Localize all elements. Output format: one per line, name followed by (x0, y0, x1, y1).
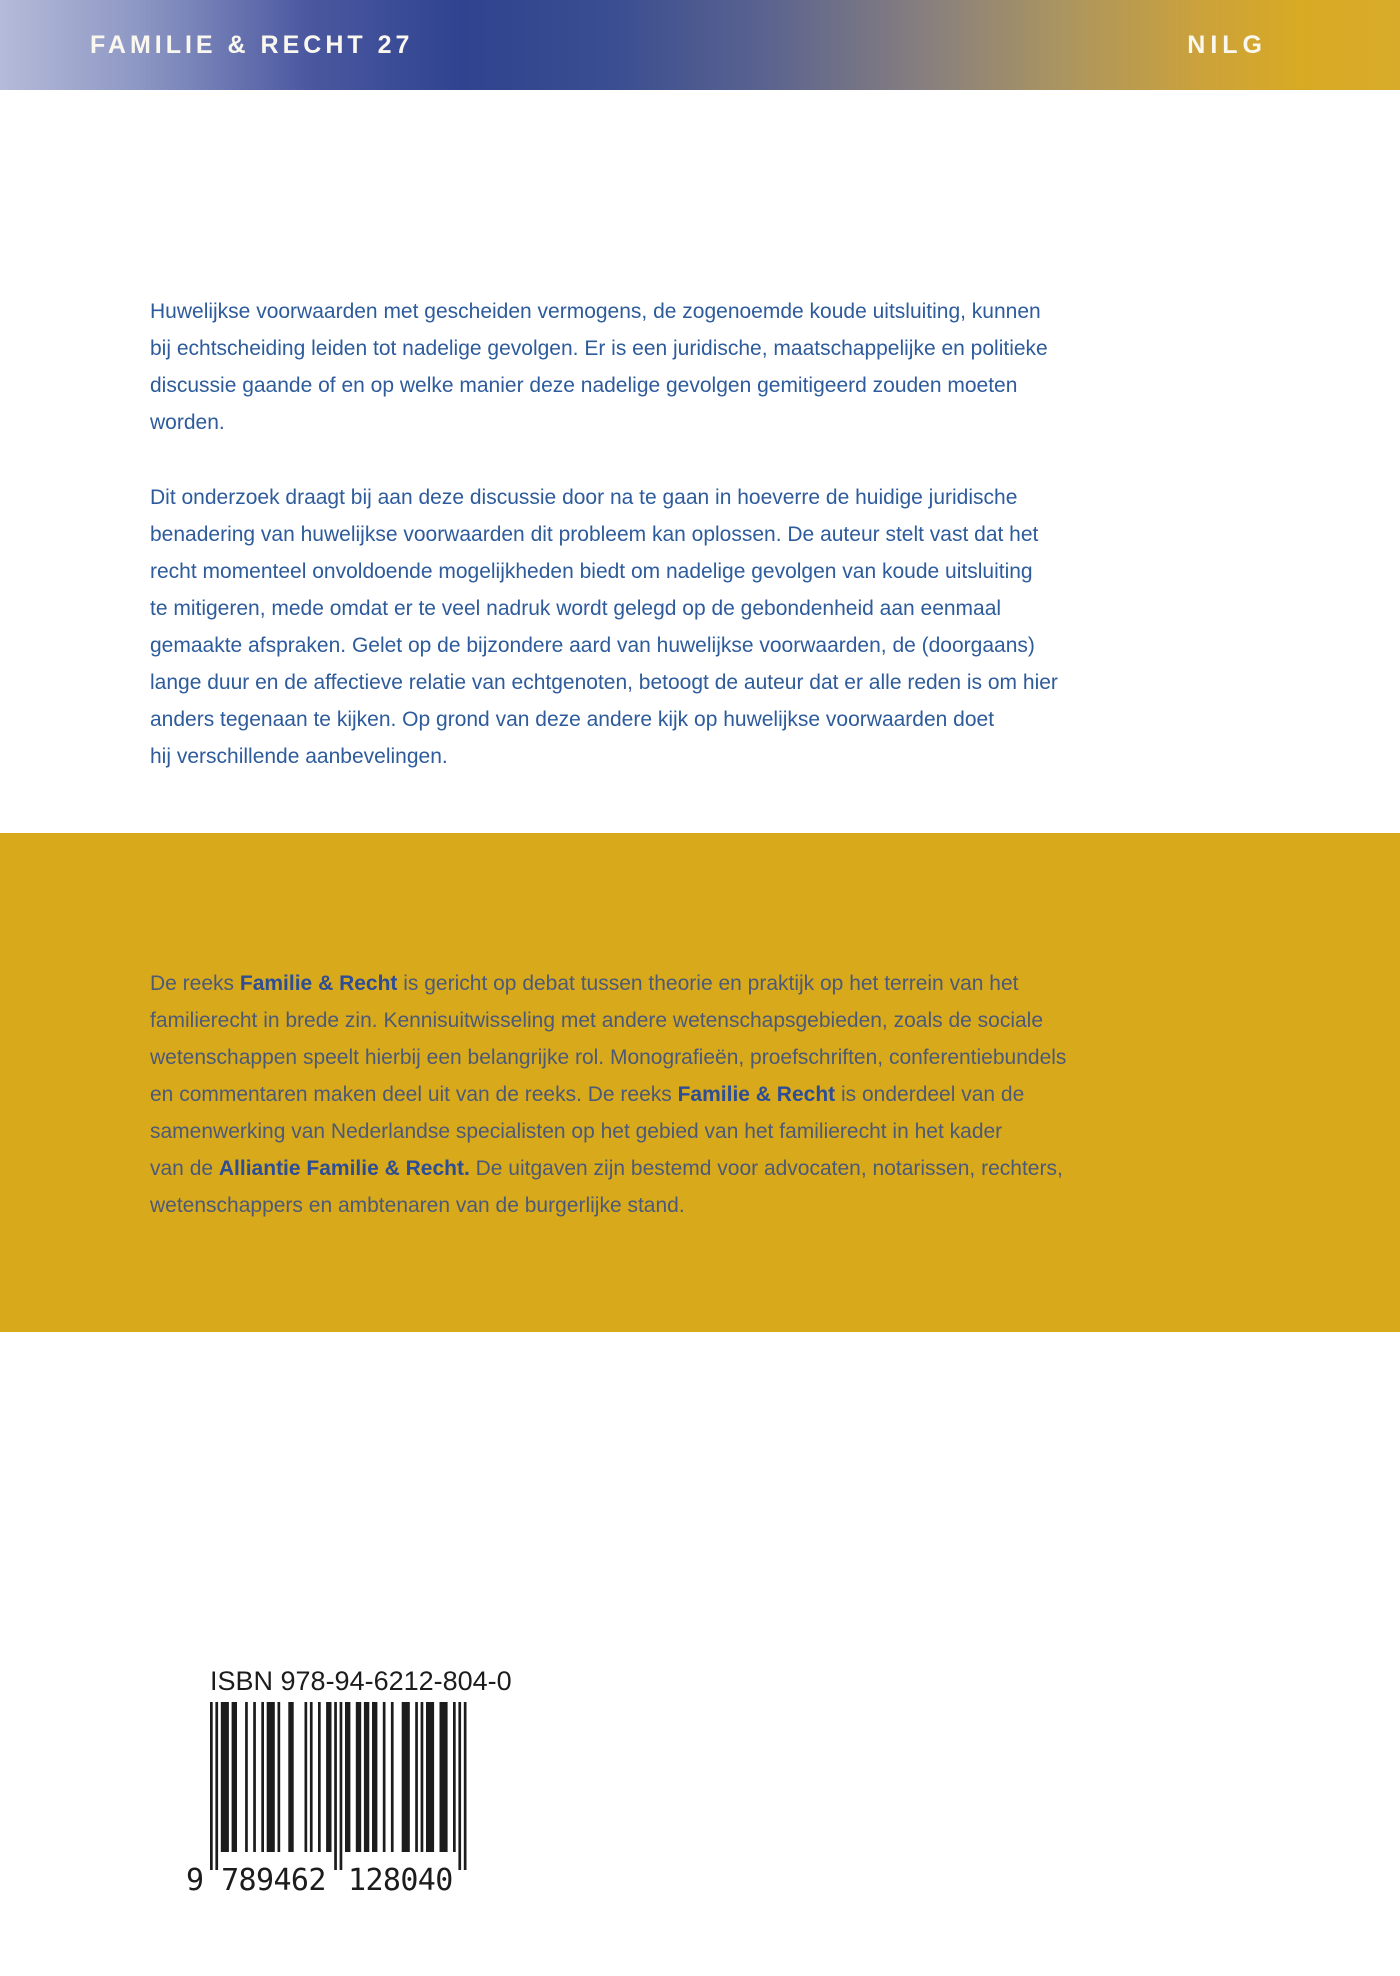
barcode-digit-leading: 9 (186, 1863, 205, 1896)
text-line (150, 965, 1066, 1002)
text-line: hij verschillende aanbevelingen. (150, 745, 448, 768)
text-line (150, 1187, 1066, 1224)
text-line: gemaakte afspraken. Gelet op de bijzondere aard van huwelijkse voorwaarden, de (doorgaans) (150, 634, 1035, 657)
header-bar (0, 0, 1400, 90)
barcode-svg (184, 1702, 471, 1896)
barcode-digits-right: 128040 (348, 1863, 454, 1896)
series-text-segment: van de (150, 1157, 219, 1180)
text-line: bij echtscheiding leiden tot nadelige gevolgen. Er is een juridische, maatschappelijke en politieke (150, 337, 1048, 360)
isbn-label: ISBN 978-94-6212-804-0 (210, 1666, 512, 1696)
synopsis-paragraph-2 (150, 479, 1058, 775)
barcode-digits-left: 789462 (221, 1863, 327, 1896)
series-name-bold: Alliantie Familie & Recht. (218, 1157, 470, 1180)
series-name-bold: Familie & Recht (239, 972, 398, 995)
series-text-segment: wetenschappen speelt hierbij een belangrijke rol. Monografieën, proefschriften, conferentiebundels (150, 1046, 1067, 1069)
text-line: Dit onderzoek draagt bij aan deze discussie door na te gaan in hoeverre de huidige juridische (150, 486, 1018, 509)
series-text-segment: wetenschappers en ambtenaren van de burgerlijke stand. (150, 1194, 685, 1217)
series-text-segment: samenwerking van Nederlandse specialisten op het gebied van het familierecht in het kader (150, 1120, 1003, 1143)
publisher-logo: NILG (1187, 30, 1267, 59)
synopsis-paragraph-1 (150, 293, 1048, 441)
series-text-segment: is gericht op debat tussen theorie en praktijk op het terrein van het (397, 972, 1019, 995)
series-text-segment: De reeks (150, 972, 240, 995)
series-text-segment: is onderdeel van de (835, 1083, 1025, 1106)
text-line (150, 1039, 1066, 1076)
series-title: FAMILIE & RECHT 27 (90, 30, 414, 59)
text-line (150, 1113, 1066, 1150)
series-text-segment: familierecht in brede zin. Kennisuitwisseling met andere wetenschapsgebieden, zoals de sociale (150, 1009, 1044, 1032)
text-line (150, 1150, 1066, 1187)
text-line: anders tegenaan te kijken. Op grond van deze andere kijk op huwelijkse voorwaarden doet (150, 708, 995, 731)
text-line: recht momenteel onvoldoende mogelijkheden biedt om nadelige gevolgen van koude uitsluiting (150, 560, 1033, 583)
text-line (150, 1076, 1066, 1113)
text-line: lange duur en de affectieve relatie van echtgenoten, betoogt de auteur dat er alle reden is om hier (150, 671, 1058, 694)
text-line: worden. (150, 411, 225, 434)
text-line: te mitigeren, mede omdat er te veel nadruk wordt gelegd op de gebondenheid aan eenmaal (150, 597, 1002, 620)
text-line: Huwelijkse voorwaarden met gescheiden vermogens, de zogenoemde koude uitsluiting, kunnen (150, 300, 1041, 323)
series-name-bold: Familie & Recht (677, 1083, 836, 1106)
barcode (184, 1702, 471, 1901)
series-text-segment: en commentaren maken deel uit van de reeks. De reeks (150, 1083, 678, 1106)
series-band (0, 833, 1400, 1332)
text-line: benadering van huwelijkse voorwaarden dit probleem kan oplossen. De auteur stelt vast dat het (150, 523, 1039, 546)
series-description (150, 965, 1066, 1224)
series-text-segment: De uitgaven zijn bestemd voor advocaten, notarissen, rechters, (469, 1157, 1063, 1180)
text-line (150, 1002, 1066, 1039)
text-line: discussie gaande of en op welke manier deze nadelige gevolgen gemitigeerd zouden moeten (150, 374, 1018, 397)
